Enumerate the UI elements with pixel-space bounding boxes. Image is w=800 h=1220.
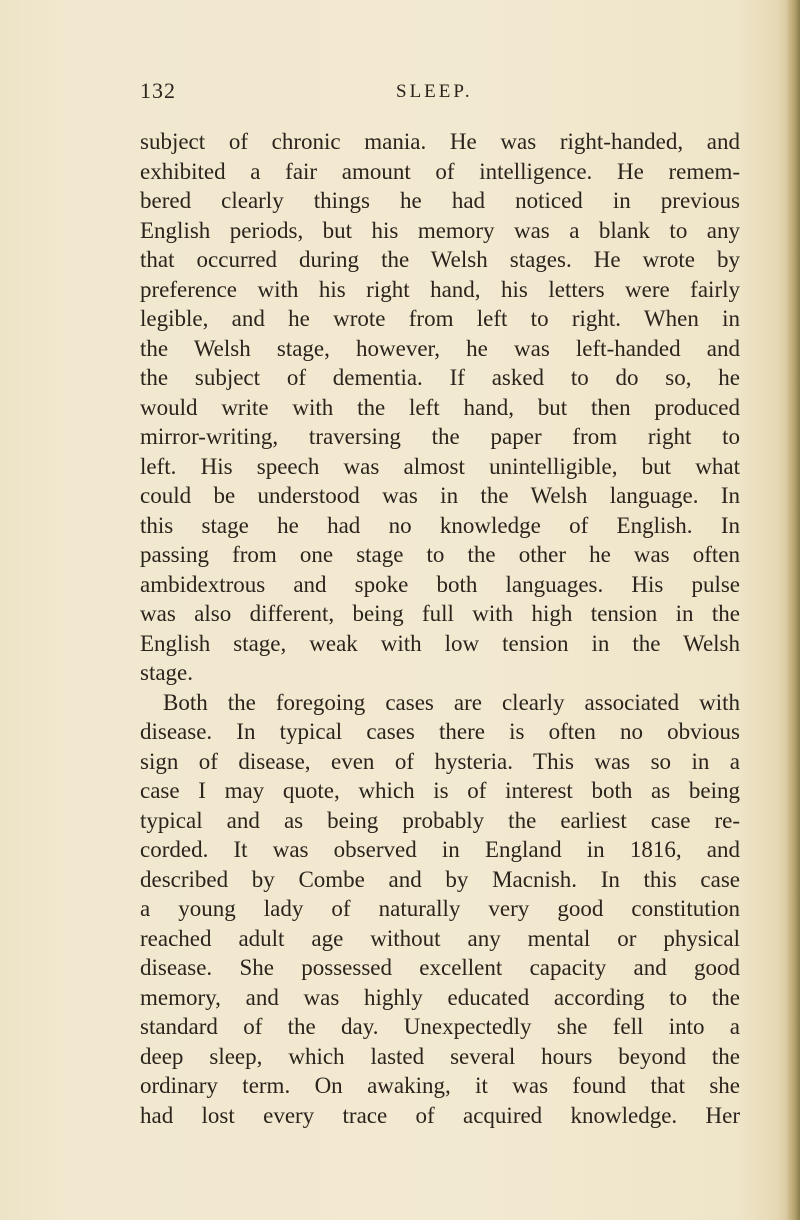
text-line: typical and as being probably the earliest case re- (140, 807, 740, 833)
text-line: sign of disease, even of hysteria. This was so in a (140, 748, 740, 774)
text-line: the Welsh stage, however, he was left-handed and (140, 335, 740, 361)
page-edge-shadow (786, 0, 800, 1220)
text-line: disease. She possessed excellent capacity and good (140, 955, 740, 980)
text-line: could be understood was in the Welsh language. In (140, 483, 740, 508)
paragraph-start-line: Both the foregoing cases are clearly associated with (163, 689, 740, 715)
text-line: this stage he had no knowledge of English. In (140, 512, 740, 538)
text-line: preference with his right hand, his letters were fairly (140, 276, 740, 302)
text-line: subject of chronic mania. He was right-handed, and (140, 129, 740, 154)
body-text (140, 127, 740, 1130)
text-line: would write with the left hand, but then produced (140, 394, 740, 420)
text-line: left. His speech was almost unintelligible, but what (140, 453, 740, 479)
paragraph-end-line: stage. (140, 660, 194, 685)
running-head (140, 78, 730, 108)
text-line: ambidextrous and spoke both languages. His pulse (140, 571, 740, 597)
text-line: exhibited a fair amount of intelligence. He remem- (140, 158, 740, 184)
text-line: that occurred during the Welsh stages. He wrote by (140, 247, 740, 272)
text-line: a young lady of naturally very good constitution (140, 896, 740, 921)
text-line: deep sleep, which lasted several hours beyond the (140, 1043, 740, 1069)
text-line: disease. In typical cases there is often no obvious (140, 719, 740, 744)
text-line: English periods, but his memory was a blank to any (140, 217, 740, 243)
running-title: SLEEP. (396, 81, 473, 102)
text-line: reached adult age without any mental or physical (140, 925, 740, 951)
page-number: 132 (140, 78, 176, 103)
text-line: memory, and was highly educated according to the (140, 984, 740, 1010)
text-line: legible, and he wrote from left to right. When in (140, 306, 740, 331)
text-line: mirror-writing, traversing the paper from right to (140, 424, 740, 449)
text-line: described by Combe and by Macnish. In this case (140, 866, 740, 892)
text-line: English stage, weak with low tension in the Welsh (140, 630, 740, 656)
text-line: ordinary term. On awaking, it was found that she (140, 1073, 740, 1098)
text-line: the subject of dementia. If asked to do so, he (140, 365, 740, 390)
text-line: case I may quote, which is of interest both as being (140, 778, 740, 803)
text-line: passing from one stage to the other he was often (140, 542, 740, 567)
text-line: corded. It was observed in England in 1816, and (140, 837, 740, 862)
text-line: bered clearly things he had noticed in previous (140, 188, 740, 213)
text-line: standard of the day. Unexpectedly she fell into a (140, 1014, 740, 1039)
text-line: was also different, being full with high tension in the (140, 601, 740, 626)
text-line: had lost every trace of acquired knowledge. Her (140, 1102, 740, 1128)
